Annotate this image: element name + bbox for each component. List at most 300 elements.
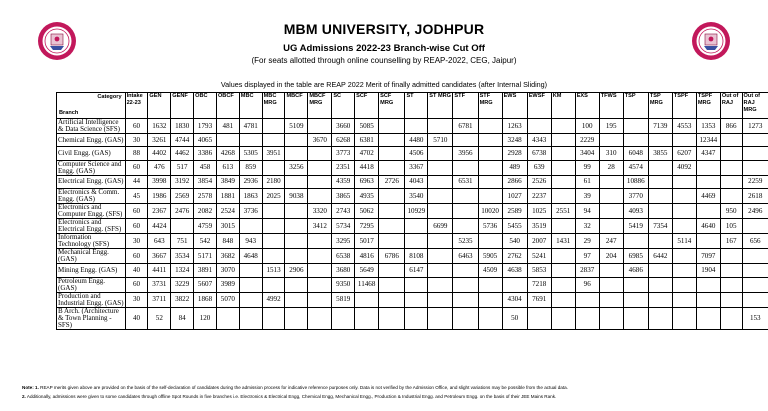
table-cell — [308, 175, 332, 188]
table-cell: 5070 — [216, 292, 239, 307]
table-cell — [453, 292, 478, 307]
column-header: GEN — [148, 93, 171, 119]
note-2: 2. Additionally, admissions were given to some candidates through offline Spot Rounds in five branches i.e. Electronics & Electrical Engg, Chemical Engg, Mechanical Engg., Production & Industrial Engg. and Petroleum Engg. on the basis of their JEE Mains Rank. — [22, 394, 557, 399]
table-cell: 6442 — [648, 249, 672, 264]
table-cell: 5734 — [332, 219, 355, 234]
table-body — [57, 119, 768, 330]
table-cell: 6531 — [453, 175, 478, 188]
category-branch-header — [57, 93, 126, 119]
table-cell — [478, 147, 502, 160]
table-cell: 3731 — [148, 277, 171, 292]
table-cell: 7218 — [527, 277, 551, 292]
column-header: EXS — [575, 93, 599, 119]
table-cell: 6963 — [355, 175, 379, 188]
table-cell — [285, 277, 308, 292]
column-header: TFWS — [599, 93, 623, 119]
table-cell — [308, 234, 332, 249]
table-cell: 943 — [239, 234, 262, 249]
table-cell: 5710 — [428, 134, 453, 147]
column-header: TSPF — [672, 93, 696, 119]
table-cell: 4065 — [194, 134, 217, 147]
table-cell — [648, 204, 672, 219]
table-cell: 105 — [720, 219, 742, 234]
table-cell: 2578 — [194, 189, 217, 204]
table-row — [57, 147, 768, 160]
table-cell: 4304 — [502, 292, 527, 307]
table-cell — [623, 292, 648, 307]
table-cell — [648, 277, 672, 292]
table-cell: 5455 — [502, 219, 527, 234]
table-cell — [285, 134, 308, 147]
table-cell — [308, 307, 332, 329]
table-cell: 2259 — [742, 175, 768, 188]
table-cell — [742, 219, 768, 234]
table-cell: 540 — [502, 234, 527, 249]
table-cell: 4816 — [355, 249, 379, 264]
table-cell: 4640 — [696, 219, 720, 234]
table-cell: 4093 — [623, 204, 648, 219]
branch-name: Electronics and Electrical Engg. (SFS) — [57, 219, 126, 234]
table-cell: 2726 — [379, 175, 405, 188]
table-cell: 3015 — [216, 219, 239, 234]
table-cell: 2589 — [502, 204, 527, 219]
table-cell — [453, 277, 478, 292]
table-cell: 2866 — [502, 175, 527, 188]
table-cell: 3070 — [216, 264, 239, 277]
table-cell: 30 — [125, 292, 148, 307]
table-cell — [428, 147, 453, 160]
branch-name: Production and Industrial Engg. (GAS) — [58, 292, 124, 307]
table-cell: 1431 — [551, 234, 575, 249]
table-cell — [551, 175, 575, 188]
table-cell: 88 — [125, 147, 148, 160]
table-row — [57, 264, 768, 277]
table-cell — [478, 160, 502, 175]
table-row — [57, 292, 768, 307]
table-cell — [672, 292, 696, 307]
table-cell — [648, 234, 672, 249]
table-cell: 60 — [125, 277, 148, 292]
table-cell — [355, 307, 379, 329]
table-cell: 1986 — [148, 189, 171, 204]
table-cell: 6268 — [332, 134, 355, 147]
table-cell: 7097 — [696, 249, 720, 264]
table-cell: 4992 — [262, 292, 285, 307]
table-cell: 4759 — [194, 219, 217, 234]
table-cell — [428, 204, 453, 219]
table-cell: 195 — [599, 119, 623, 134]
table-cell: 60 — [125, 219, 148, 234]
table-cell — [648, 134, 672, 147]
table-cell — [428, 249, 453, 264]
table-cell: 5419 — [623, 219, 648, 234]
table-cell: 4574 — [623, 160, 648, 175]
table-cell — [720, 277, 742, 292]
table-cell: 6381 — [355, 134, 379, 147]
table-cell — [575, 307, 599, 329]
table-row — [57, 234, 768, 249]
table-cell: 4343 — [527, 134, 551, 147]
table-cell: 4418 — [355, 160, 379, 175]
table-cell — [720, 292, 742, 307]
table-cell — [285, 292, 308, 307]
table-cell — [720, 175, 742, 188]
branch-name: Petroleum Engg. (GAS) — [57, 277, 126, 292]
table-cell — [428, 160, 453, 175]
table-cell: 2082 — [194, 204, 217, 219]
table-cell — [742, 160, 768, 175]
table-cell: 6207 — [672, 147, 696, 160]
table-cell — [428, 292, 453, 307]
table-cell: 656 — [742, 234, 768, 249]
table-cell: 8108 — [405, 249, 428, 264]
table-row — [57, 189, 768, 204]
table-cell: 2476 — [171, 204, 194, 219]
table-cell — [285, 147, 308, 160]
table-cell: 5305 — [239, 147, 262, 160]
table-cell — [478, 189, 502, 204]
table-cell — [308, 189, 332, 204]
table-cell — [623, 307, 648, 329]
table-cell: 859 — [239, 160, 262, 175]
table-cell: 5085 — [355, 119, 379, 134]
table-cell: 50 — [502, 307, 527, 329]
table-cell: 3770 — [623, 189, 648, 204]
table-cell: 4268 — [216, 147, 239, 160]
column-header: MBCF — [285, 93, 308, 119]
table-cell — [216, 134, 239, 147]
table-cell — [405, 307, 428, 329]
table-cell: 97 — [575, 249, 599, 264]
branch-name: Mining Engg. (GAS) — [57, 264, 126, 277]
table-cell: 517 — [171, 160, 194, 175]
table-cell — [239, 264, 262, 277]
table-cell: 153 — [742, 307, 768, 329]
table-cell — [171, 219, 194, 234]
table-cell: 7295 — [355, 219, 379, 234]
table-cell — [405, 277, 428, 292]
table-cell — [599, 175, 623, 188]
table-cell: 3295 — [332, 234, 355, 249]
table-cell — [428, 189, 453, 204]
table-cell — [696, 307, 720, 329]
table-cell — [742, 147, 768, 160]
table-cell: 30 — [125, 134, 148, 147]
table-cell: 2837 — [575, 264, 599, 277]
table-cell: 1793 — [194, 119, 217, 134]
column-header: GENF — [171, 93, 194, 119]
table-cell — [405, 234, 428, 249]
table-cell: 639 — [527, 160, 551, 175]
table-cell — [405, 292, 428, 307]
table-cell — [478, 234, 502, 249]
column-header: OBCF — [216, 93, 239, 119]
table-cell — [262, 119, 285, 134]
table-cell — [332, 307, 355, 329]
table-cell: 4781 — [239, 119, 262, 134]
table-cell — [623, 134, 648, 147]
table-cell: 481 — [216, 119, 239, 134]
table-cell — [527, 119, 551, 134]
table-cell — [672, 219, 696, 234]
table-cell: 9038 — [285, 189, 308, 204]
table-cell: 6781 — [453, 119, 478, 134]
table-cell — [720, 147, 742, 160]
table-cell — [239, 292, 262, 307]
table-cell: 6985 — [623, 249, 648, 264]
table-cell — [285, 234, 308, 249]
table-cell: 2237 — [527, 189, 551, 204]
table-cell: 2762 — [502, 249, 527, 264]
table-cell: 6463 — [453, 249, 478, 264]
table-cell: 100 — [575, 119, 599, 134]
table-cell — [551, 307, 575, 329]
table-cell: 4411 — [148, 264, 171, 277]
branch-name: Civil Engg. (GAS) — [57, 147, 126, 160]
table-cell: 120 — [194, 307, 217, 329]
table-cell: 5109 — [285, 119, 308, 134]
table-cell — [262, 234, 285, 249]
table-cell — [551, 264, 575, 277]
table-cell: 94 — [575, 204, 599, 219]
table-cell: 5853 — [527, 264, 551, 277]
table-row — [57, 175, 768, 188]
table-cell — [308, 119, 332, 134]
table-cell — [551, 134, 575, 147]
table-cell — [502, 277, 527, 292]
table-cell — [696, 292, 720, 307]
table-cell: 5649 — [355, 264, 379, 277]
table-cell — [405, 119, 428, 134]
table-cell — [379, 277, 405, 292]
table-cell: 2569 — [171, 189, 194, 204]
table-cell — [672, 204, 696, 219]
table-cell: 3667 — [148, 249, 171, 264]
table-cell: 542 — [194, 234, 217, 249]
table-cell: 2229 — [575, 134, 599, 147]
table-cell — [478, 175, 502, 188]
table-cell: 30 — [125, 234, 148, 249]
table-cell: 2367 — [148, 204, 171, 219]
table-cell: 6538 — [332, 249, 355, 264]
table-cell: 310 — [599, 147, 623, 160]
table-cell — [308, 292, 332, 307]
table-cell: 5905 — [478, 249, 502, 264]
table-cell — [551, 189, 575, 204]
table-cell — [379, 264, 405, 277]
table-cell — [648, 175, 672, 188]
table-cell — [599, 189, 623, 204]
table-cell: 7139 — [648, 119, 672, 134]
table-cell — [672, 189, 696, 204]
table-cell — [599, 277, 623, 292]
table-cell: 3849 — [216, 175, 239, 188]
table-cell: 5062 — [355, 204, 379, 219]
table-cell — [623, 277, 648, 292]
table-cell — [453, 219, 478, 234]
table-cell: 5607 — [194, 277, 217, 292]
table-cell: 4462 — [171, 147, 194, 160]
table-row — [57, 307, 768, 329]
table-row — [57, 249, 768, 264]
table-cell: 7354 — [648, 219, 672, 234]
column-header: TSPF MRG — [696, 93, 720, 119]
table-cell — [428, 307, 453, 329]
table-cell — [720, 249, 742, 264]
branch-label: Branch — [59, 110, 79, 116]
table-cell: 12344 — [696, 134, 720, 147]
table-cell: 3989 — [216, 277, 239, 292]
table-cell — [551, 160, 575, 175]
table-row — [57, 119, 768, 134]
table-cell: 3367 — [405, 160, 428, 175]
table-cell — [285, 219, 308, 234]
column-header: SC — [332, 93, 355, 119]
table-cell — [379, 189, 405, 204]
table-cell: 4480 — [405, 134, 428, 147]
table-cell: 3534 — [171, 249, 194, 264]
column-header: Intake 22-23 — [125, 93, 148, 119]
table-cell: 5235 — [453, 234, 478, 249]
table-cell: 2025 — [262, 189, 285, 204]
column-header: SCF MRG — [379, 93, 405, 119]
table-cell: 2180 — [262, 175, 285, 188]
table-cell: 3248 — [502, 134, 527, 147]
table-cell: 60 — [125, 160, 148, 175]
table-cell: 1904 — [696, 264, 720, 277]
table-cell — [696, 204, 720, 219]
branch-name: Information Technology (SFS) — [57, 234, 126, 249]
table-cell — [478, 292, 502, 307]
table-cell — [239, 134, 262, 147]
table-cell: 10886 — [623, 175, 648, 188]
branch-name: Electrical Engg. (GAS) — [57, 175, 126, 188]
table-cell: 6738 — [527, 147, 551, 160]
table-cell: 84 — [171, 307, 194, 329]
table-cell: 3412 — [308, 219, 332, 234]
table-cell — [696, 234, 720, 249]
table-cell — [453, 134, 478, 147]
table-cell: 3998 — [148, 175, 171, 188]
table-cell: 4043 — [405, 175, 428, 188]
table-cell — [262, 249, 285, 264]
table-cell — [453, 204, 478, 219]
table-cell — [551, 219, 575, 234]
table-cell — [308, 264, 332, 277]
table-cell: 458 — [194, 160, 217, 175]
cutoff-table — [56, 92, 768, 330]
table-cell: 4744 — [171, 134, 194, 147]
table-cell — [672, 134, 696, 147]
table-cell: 3855 — [648, 147, 672, 160]
table-cell: 4553 — [672, 119, 696, 134]
table-cell: 1353 — [696, 119, 720, 134]
table-cell: 2618 — [742, 189, 768, 204]
table-cell — [379, 147, 405, 160]
table-cell: 3256 — [285, 160, 308, 175]
table-cell — [428, 264, 453, 277]
table-cell — [379, 119, 405, 134]
table-cell: 3320 — [308, 204, 332, 219]
branch-name: Computer Science and Engg. (GAS) — [57, 160, 126, 175]
table-row — [57, 134, 768, 147]
table-cell: 4935 — [355, 189, 379, 204]
table-cell: 866 — [720, 119, 742, 134]
table-cell: 3865 — [332, 189, 355, 204]
table-cell: 45 — [125, 189, 148, 204]
table-cell: 3680 — [332, 264, 355, 277]
table-cell: 4638 — [502, 264, 527, 277]
table-cell — [648, 264, 672, 277]
table-cell — [379, 134, 405, 147]
table-cell: 2743 — [332, 204, 355, 219]
notes — [22, 383, 757, 401]
table-cell — [478, 134, 502, 147]
table-cell — [742, 134, 768, 147]
table-cell — [308, 277, 332, 292]
table-cell: 476 — [148, 160, 171, 175]
table-cell — [478, 277, 502, 292]
table-cell — [308, 147, 332, 160]
table-cell: 39 — [575, 189, 599, 204]
table-cell: 2526 — [527, 175, 551, 188]
table-cell — [648, 292, 672, 307]
table-cell — [672, 175, 696, 188]
table-cell — [285, 204, 308, 219]
table-header-row — [57, 93, 768, 119]
column-header: MBCF MRG — [308, 93, 332, 119]
table-cell — [672, 277, 696, 292]
table-cell — [239, 219, 262, 234]
table-cell — [379, 307, 405, 329]
table-cell: 1025 — [527, 204, 551, 219]
table-cell: 4402 — [148, 147, 171, 160]
table-cell — [478, 307, 502, 329]
table-cell: 5819 — [332, 292, 355, 307]
branch-name: Artificial Intelligence & Data Science (SFS) — [57, 119, 126, 134]
column-header: ST — [405, 93, 428, 119]
table-cell — [720, 160, 742, 175]
table-cell — [720, 307, 742, 329]
table-cell: 2906 — [285, 264, 308, 277]
table-cell: 751 — [171, 234, 194, 249]
table-cell — [623, 119, 648, 134]
table-cell: 3670 — [308, 134, 332, 147]
table-cell: 4469 — [696, 189, 720, 204]
table-cell — [453, 307, 478, 329]
table-cell: 3404 — [575, 147, 599, 160]
table-cell: 5114 — [672, 234, 696, 249]
table-cell: 4686 — [623, 264, 648, 277]
table-cell — [239, 277, 262, 292]
table-cell: 3540 — [405, 189, 428, 204]
table-cell: 950 — [720, 204, 742, 219]
column-header: TSP — [623, 93, 648, 119]
column-header: STF — [453, 93, 478, 119]
table-cell: 10929 — [405, 204, 428, 219]
column-header: Out of RAJ MRG — [742, 93, 768, 119]
table-cell — [379, 292, 405, 307]
column-header: TSP MRG — [648, 93, 672, 119]
table-cell — [742, 264, 768, 277]
table-cell: 2351 — [332, 160, 355, 175]
table-cell — [551, 277, 575, 292]
table-cell: 3660 — [332, 119, 355, 134]
table-cell: 3682 — [216, 249, 239, 264]
table-cell — [551, 119, 575, 134]
table-cell — [527, 307, 551, 329]
table-cell — [599, 264, 623, 277]
